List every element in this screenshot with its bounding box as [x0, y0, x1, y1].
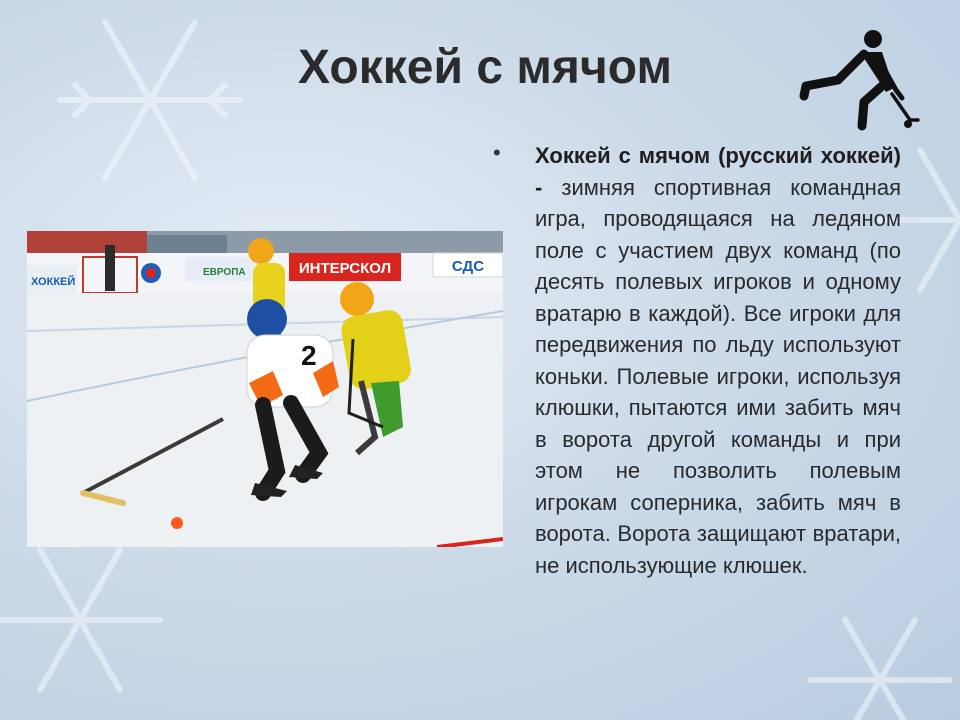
page-title: Хоккей с мячом: [298, 41, 672, 94]
ball: [171, 517, 183, 529]
banner-interskol: ИНТЕРСКОЛ: [298, 260, 392, 277]
bandy-player-icon: [798, 28, 922, 132]
term-heading: Хоккей с мячом (русский хоккей) -: [535, 143, 901, 200]
game-photo: [27, 231, 503, 547]
description-paragraph: [535, 140, 901, 581]
bullet-marker: •: [493, 140, 501, 165]
banner-hockey: ХОККЕЙ: [31, 276, 76, 288]
banner-europa: ЕВРОПА: [203, 267, 246, 278]
description-text: зимняя спортивная командная игра, проводящаяся на ледяном поле с участием двух команд (по десять полевых игроков и одному вратарю в каждой). Все игроки для передвижения по льду используют коньки. Полевые игроки, используя клюшки, пытаются ими забить мяч в ворота другой команды и при этом не позволить полевым игрокам соперника, забить мяч в ворота. Ворота защищают вратари, не использующие клюшек.: [535, 174, 901, 578]
banner-sds: СДС: [451, 258, 485, 275]
player-number: 2: [301, 340, 317, 371]
